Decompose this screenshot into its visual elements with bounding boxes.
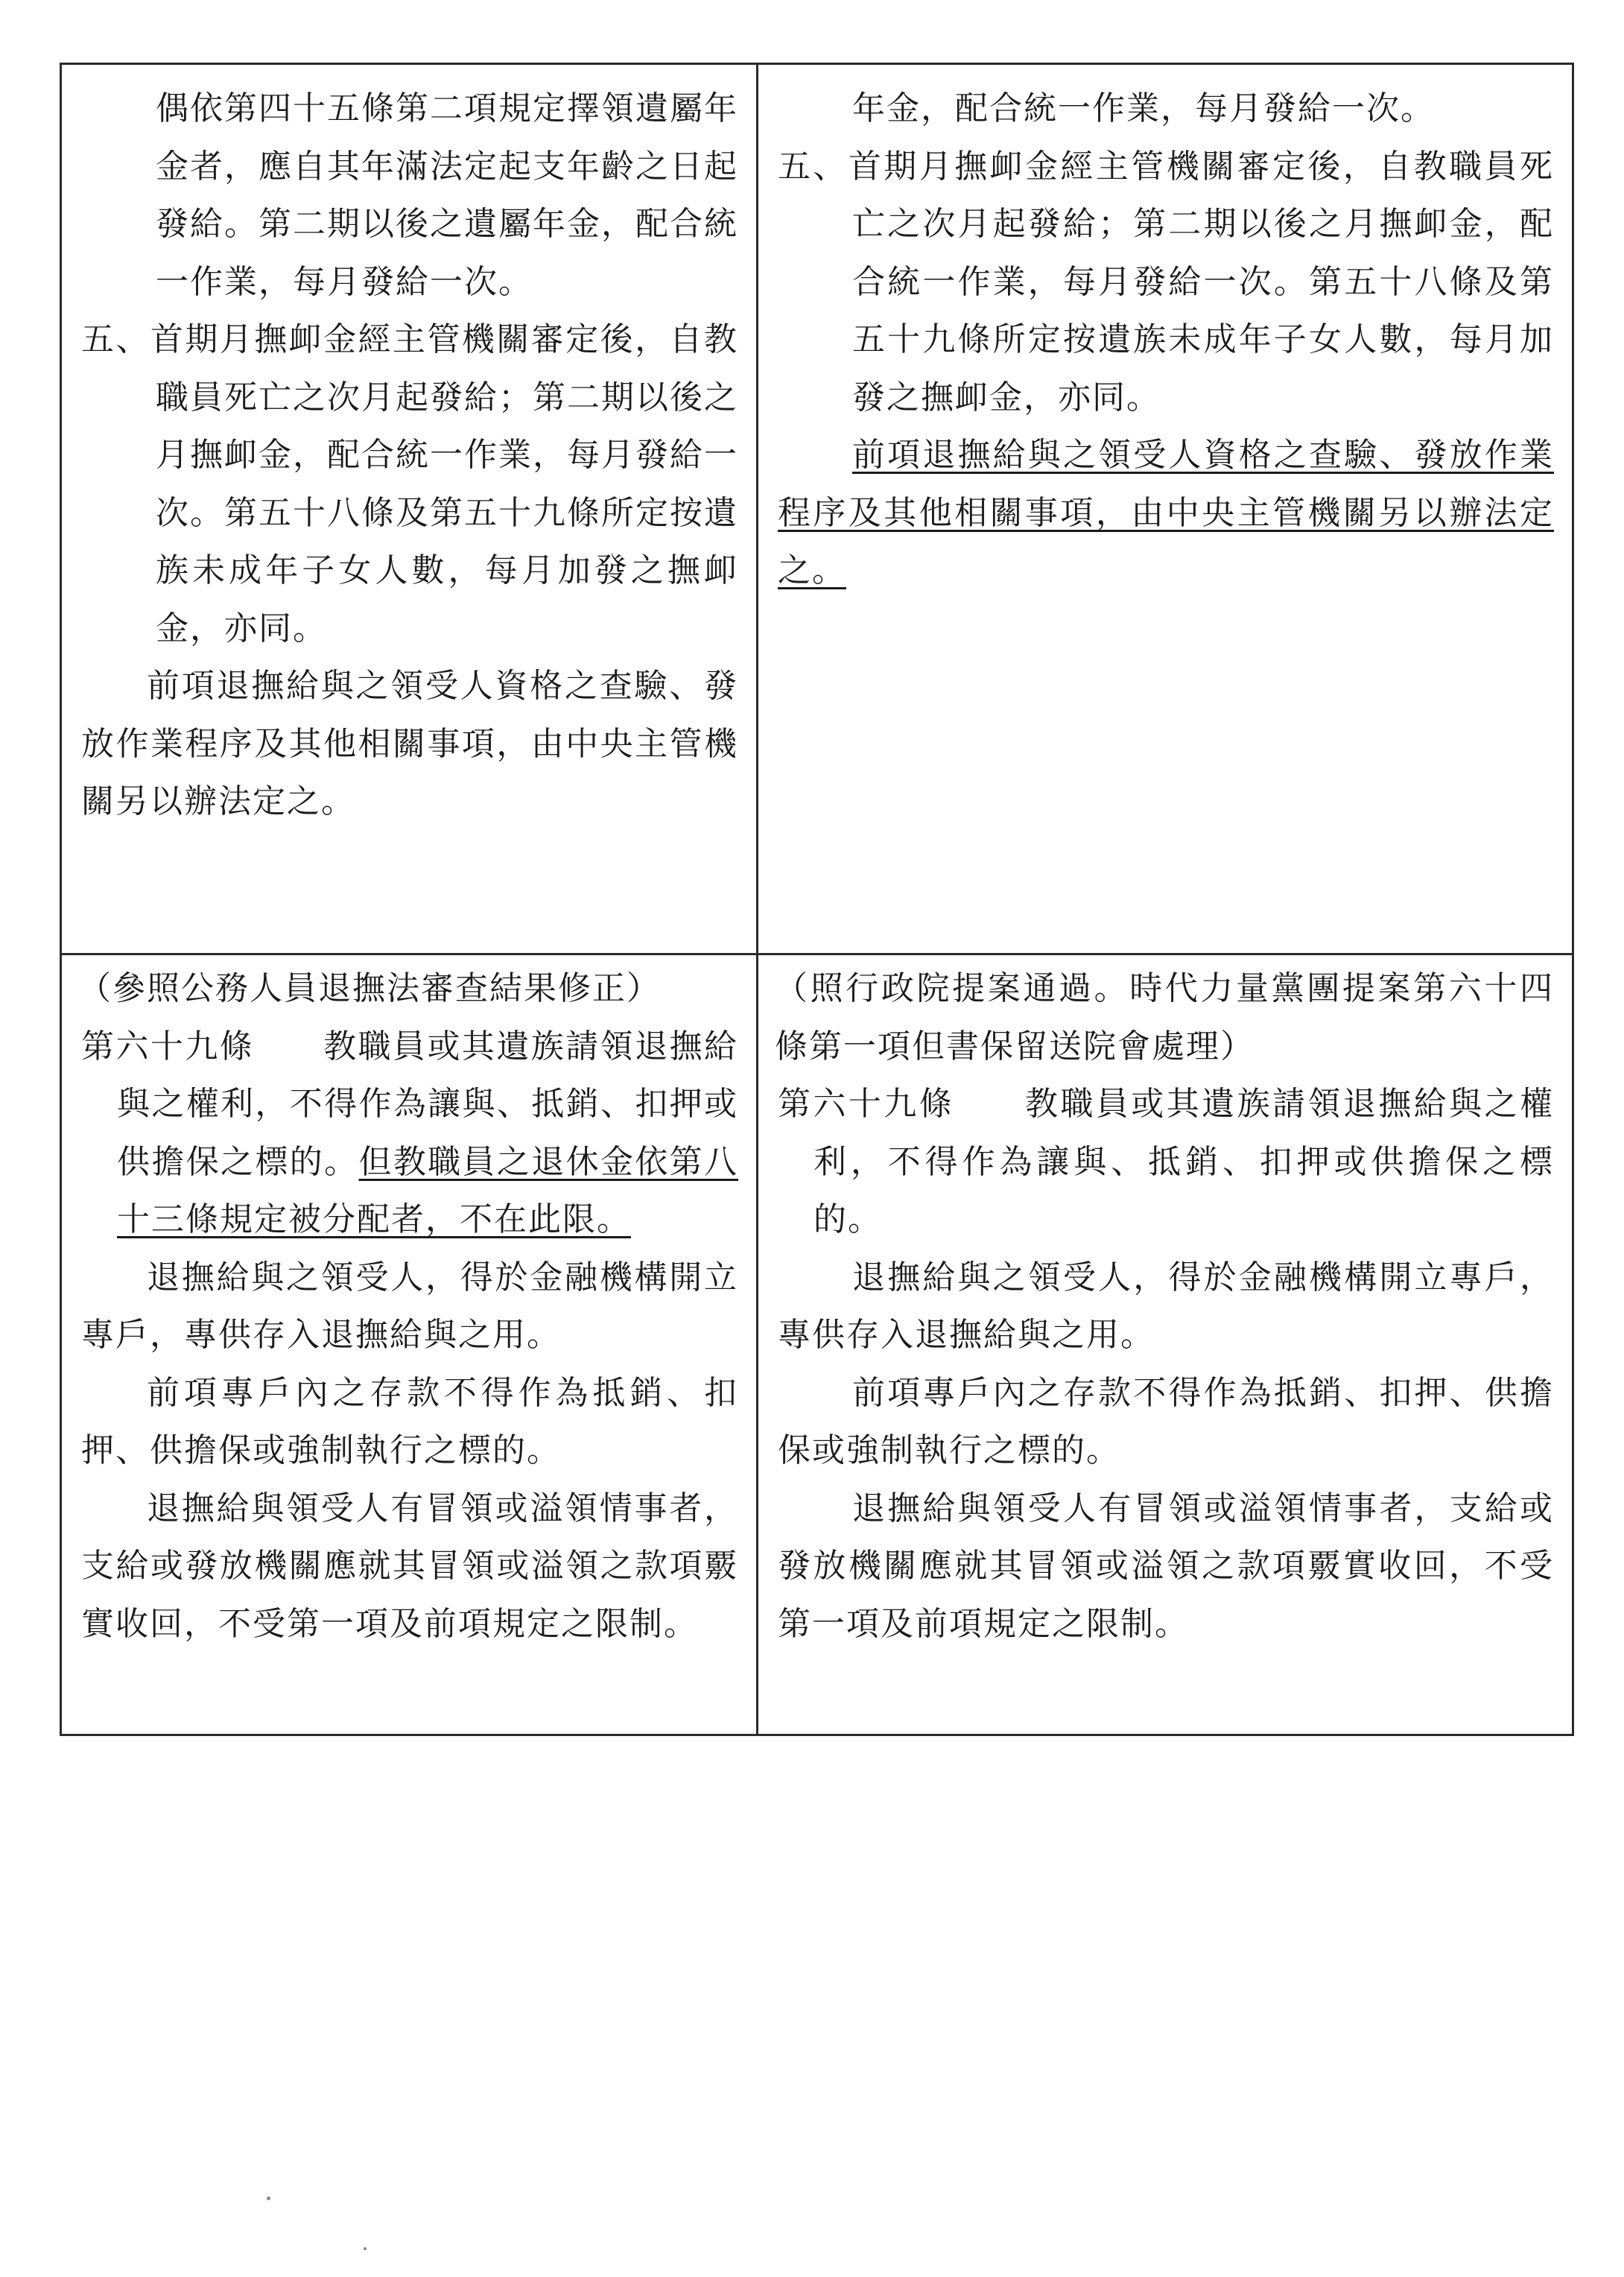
right-bottom-note: （照行政院提案通過。時代力量黨團提案第六十四條第一項但書保留送院會處理）: [775, 969, 1554, 1065]
left-bottom-article-text: 教職員或其遺族請領退撫給與之權利，不得作為讓與、抵銷、扣押或供擔保之標的。: [117, 1027, 739, 1181]
scan-speck: [364, 2247, 367, 2250]
left-bottom-paragraph-3: 前項專戶內之存款不得作為抵銷、扣押、供擔保或強制執行之標的。: [81, 1373, 738, 1469]
article-gap: [254, 1027, 323, 1065]
left-bottom-note: （參照公務人員退撫法審查結果修正）: [78, 969, 661, 1007]
left-top-item-5: 五、首期月撫卹金經主管機關審定後，自教職員死亡之次月起發給；第二期以後之月撫卹金，配合統一作業，每月發給一次。第五十八條及第五十九條所定按遺族未成年子女人數，每月加發之撫卹金，亦同。: [81, 320, 738, 647]
left-bottom-cell: [61, 954, 758, 1735]
left-bottom-article-title: 第六十九條: [81, 1027, 255, 1065]
table-row: [61, 64, 1573, 954]
right-top-cell: [758, 64, 1573, 954]
right-top-item-5: 五、首期月撫卹金經主管機關審定後，自教職員死亡之次月起發給；第二期以後之月撫卹金，配合統一作業，每月發給一次。第五十八條及第五十九條所定按遺族未成年子女人數，每月加發之撫卹金，亦同。: [778, 147, 1554, 417]
left-top-paragraph: 前項退撫給與之領受人資格之查驗、發放作業程序及其他相關事項，由中央主管機關另以辦法定之。: [81, 667, 738, 820]
right-bottom-paragraph-3: 前項專戶內之存款不得作為抵銷、扣押、供擔保或強制執行之標的。: [778, 1373, 1554, 1469]
scan-speck: [267, 2197, 270, 2200]
right-bottom-article-text: 教職員或其遺族請領退撫給與之權利，不得作為讓與、抵銷、扣押或供擔保之標的。: [813, 1085, 1555, 1238]
comparison-table: [60, 63, 1574, 1736]
left-bottom-paragraph-4: 退撫給與領受人有冒領或溢領情事者，支給或發放機關應就其冒領或溢領之款項覈實收回，不受第一項及前項規定之限制。: [81, 1489, 738, 1643]
right-bottom-paragraph-2: 退撫給與之領受人，得於金融機構開立專戶，專供存入退撫給與之用。: [778, 1258, 1554, 1354]
left-top-cell: [61, 64, 758, 954]
left-bottom-paragraph-2: 退撫給與之領受人，得於金融機構開立專戶，專供存入退撫給與之用。: [81, 1258, 738, 1354]
article-gap: [954, 1085, 1025, 1123]
right-bottom-article: [778, 1075, 1554, 1249]
right-top-continuation: 年金，配合統一作業，每月發給一次。: [852, 89, 1435, 127]
right-bottom-paragraph-4: 退撫給與領受人有冒領或溢領情事者，支給或發放機關應就其冒領或溢領之款項覈實收回，不受第一項及前項規定之限制。: [778, 1489, 1554, 1643]
right-bottom-article-title: 第六十九條: [778, 1085, 955, 1123]
right-top-underlined-paragraph: 前項退撫給與之領受人資格之查驗、發放作業程序及其他相關事項，由中央主管機關另以辦法定之。: [778, 436, 1554, 589]
right-bottom-cell: [758, 954, 1573, 1735]
table-row: [61, 954, 1573, 1735]
left-top-continuation: 偶依第四十五條第二項規定擇領遺屬年金者，應自其年滿法定起支年齡之日起發給。第二期以後之遺屬年金，配合統一作業，每月發給一次。: [156, 89, 738, 301]
left-bottom-article-underlined: 但教職員之退休金依第八十三條規定被分配者，不在此限。: [117, 1142, 739, 1238]
left-bottom-article: [81, 1018, 738, 1249]
